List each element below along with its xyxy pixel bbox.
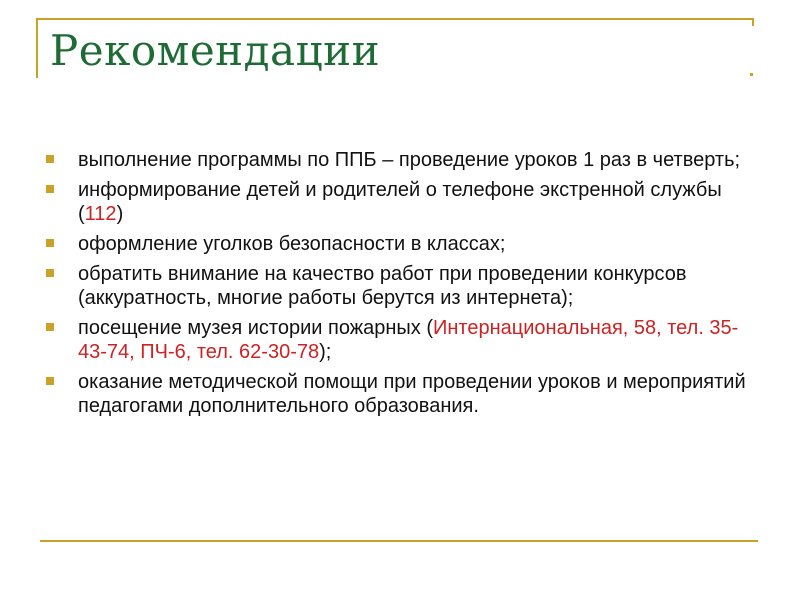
recommendations-list	[46, 148, 746, 424]
list-item	[46, 316, 746, 364]
top-divider-line	[36, 18, 754, 20]
list-item	[46, 232, 746, 256]
square-bullet-icon	[46, 155, 54, 163]
right-corner-tick	[752, 18, 754, 26]
slide-title: Рекомендации	[50, 26, 381, 75]
list-item-text-before: информирование детей и родителей о телефоне экстренной службы (	[78, 179, 722, 225]
emergency-number: 112	[84, 203, 117, 225]
list-item-text-after: )	[116, 203, 124, 225]
square-bullet-icon	[46, 185, 54, 193]
list-item	[46, 370, 746, 418]
square-bullet-icon	[46, 239, 54, 247]
square-bullet-icon	[46, 269, 54, 277]
title-side-line	[36, 18, 38, 78]
square-bullet-icon	[46, 323, 54, 331]
museum-address: Интернациональная, 58, тел. 35-43-74, ПЧ-6, тел. 62-30-78	[78, 317, 739, 363]
list-item-text: оформление уголков безопасности в классах;	[78, 233, 506, 255]
list-item	[46, 262, 746, 310]
list-item-text-after: );	[319, 341, 332, 363]
list-item	[46, 148, 746, 172]
bottom-divider-line	[40, 540, 758, 542]
square-bullet-icon	[46, 377, 54, 385]
list-item-text: выполнение программы по ППБ – проведение уроков 1 раз в четверть;	[78, 149, 741, 171]
list-item-text: обратить внимание на качество работ при проведении конкурсов (аккуратность, многие работы берутся из интернета);	[78, 263, 687, 309]
list-item	[46, 178, 746, 226]
list-item-text-before: посещение музея истории пожарных (	[78, 317, 433, 339]
list-item-text: оказание методической помощи при проведении уроков и мероприятий педагогами дополнительного образования.	[78, 371, 746, 417]
corner-dot	[750, 73, 753, 76]
